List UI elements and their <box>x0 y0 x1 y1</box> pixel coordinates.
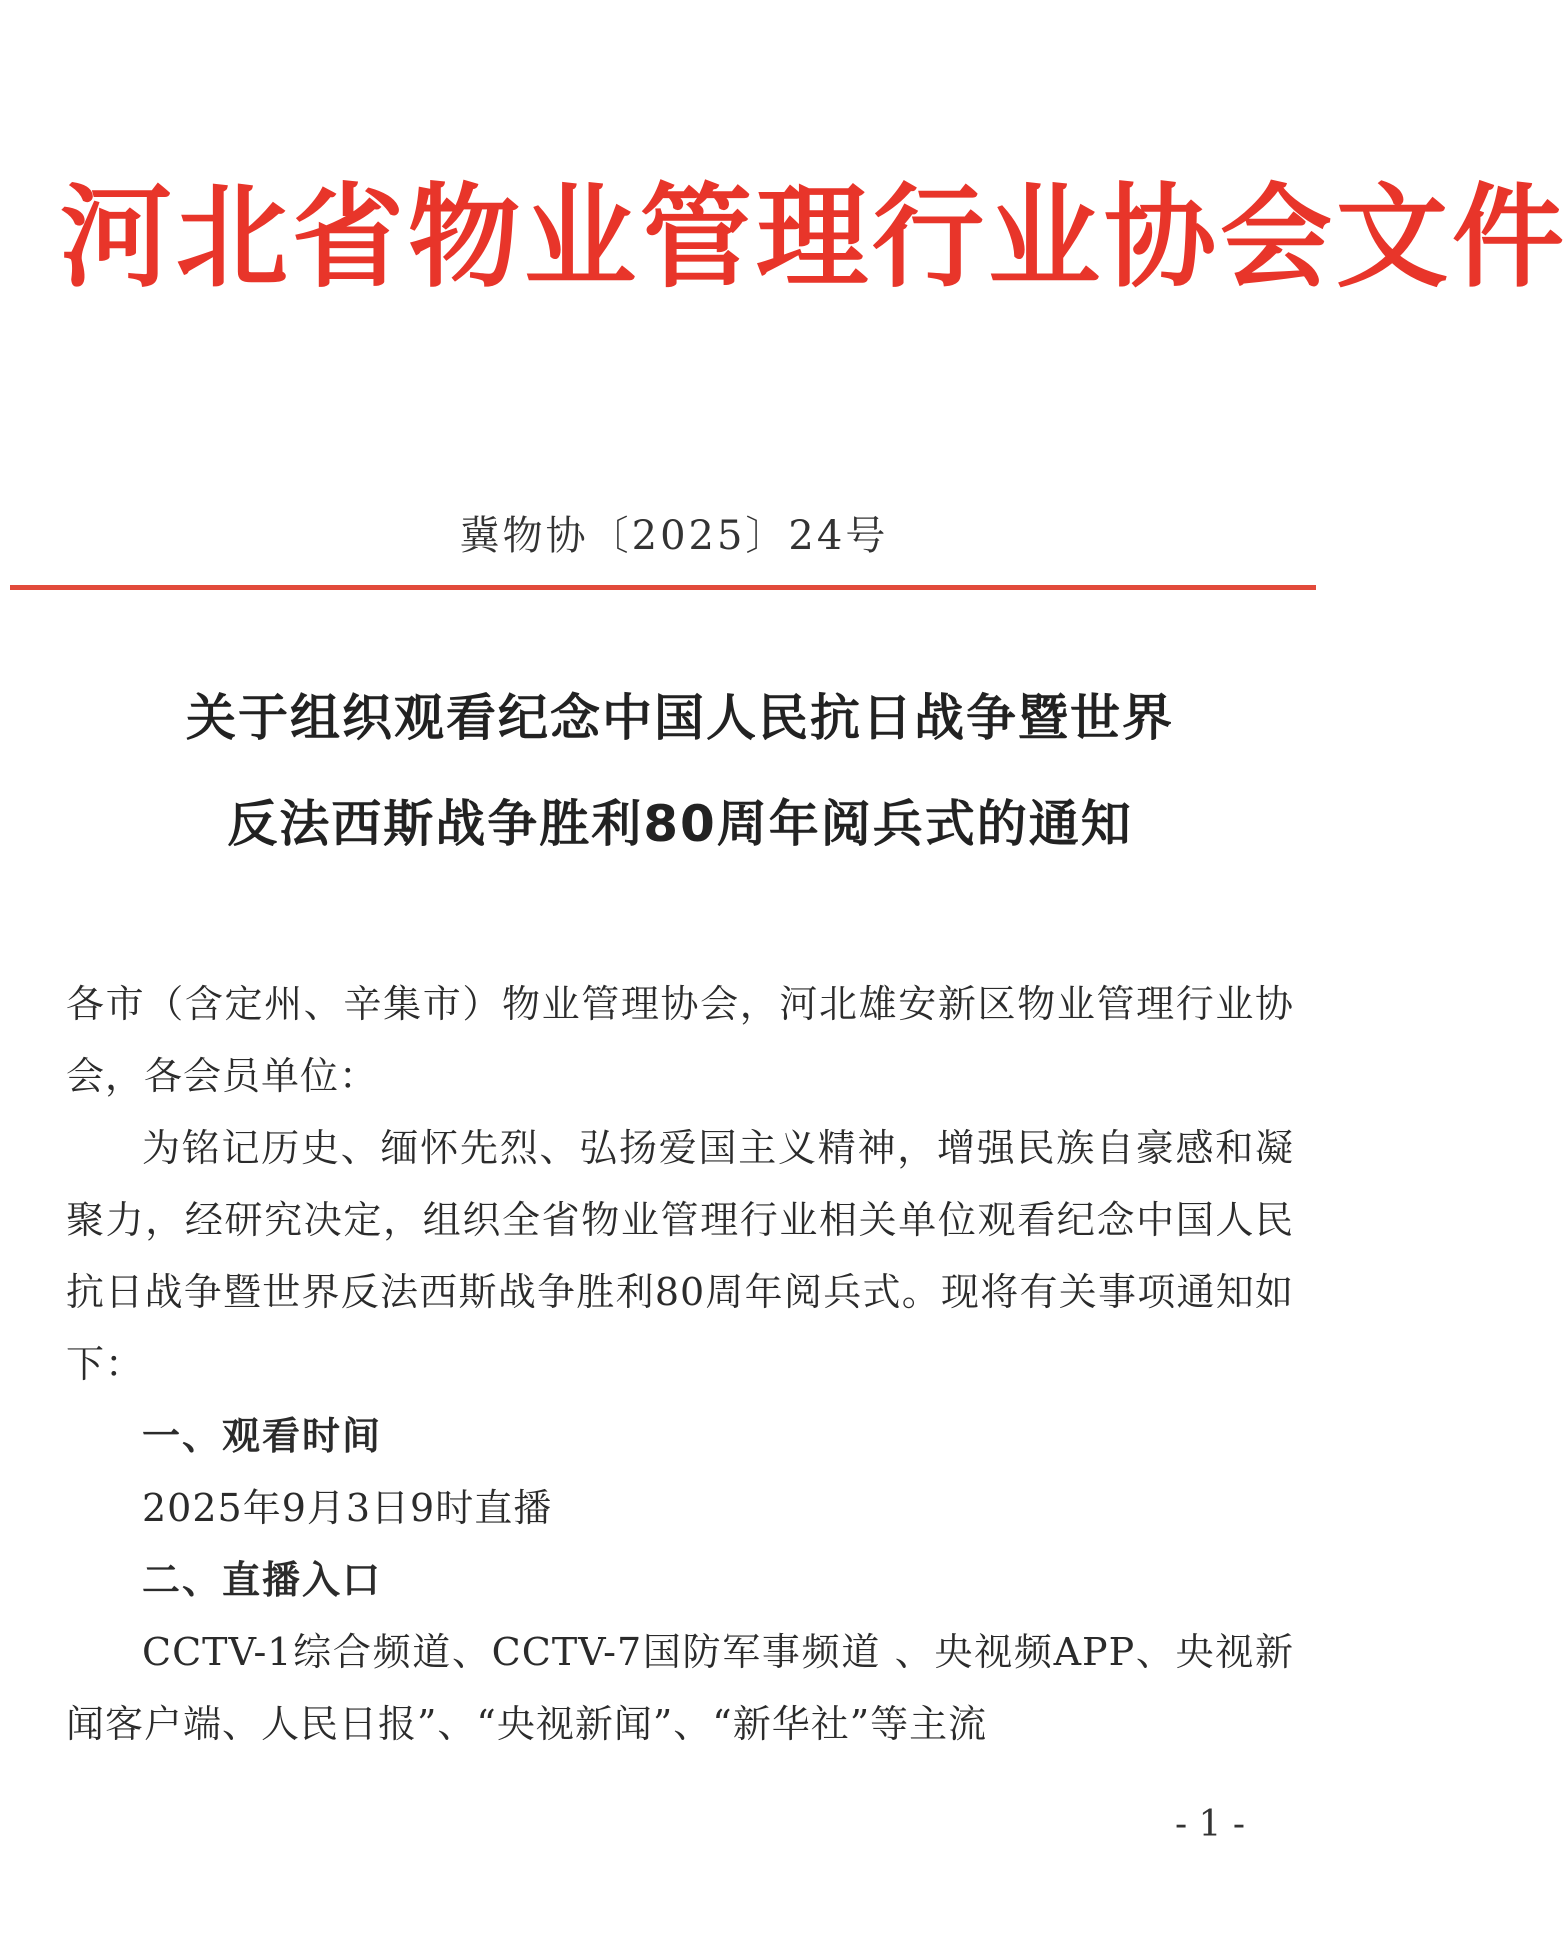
red-divider-line <box>10 585 1316 590</box>
salutation: 各市（含定州、辛集市）物业管理协会，河北雄安新区物业管理行业协会，各会员单位： <box>66 982 1294 1098</box>
notice-body <box>66 968 1294 1760</box>
document-header-title: 河北省物业管理行业协会文件 <box>60 173 1568 303</box>
notice-title <box>60 665 1300 877</box>
notice-title-line-2: 反法西斯战争胜利80周年阅兵式的通知 <box>227 795 1133 853</box>
section-2-heading: 二、直播入口 <box>142 1558 383 1602</box>
page-number: - 1 - <box>1174 1804 1246 1845</box>
section-2-text: CCTV-1综合频道、CCTV-7国防军事频道 、央视频APP、央视新闻客户端、人民日报”、“央视新闻”、“新华社”等主流 <box>66 1630 1294 1746</box>
section-1-heading: 一、观看时间 <box>142 1414 383 1458</box>
document-number: 冀物协〔2025〕24号 <box>459 513 889 559</box>
section-1-text: 2025年9月3日9时直播 <box>142 1486 553 1530</box>
notice-title-line-1: 关于组织观看纪念中国人民抗日战争暨世界 <box>186 689 1174 747</box>
intro-paragraph: 为铭记历史、缅怀先烈、弘扬爱国主义精神，增强民族自豪感和凝聚力，经研究决定，组织全省物业管理行业相关单位观看纪念中国人民抗日战争暨世界反法西斯战争胜利80周年阅兵式。现将有关事项通知如下： <box>66 1126 1294 1386</box>
